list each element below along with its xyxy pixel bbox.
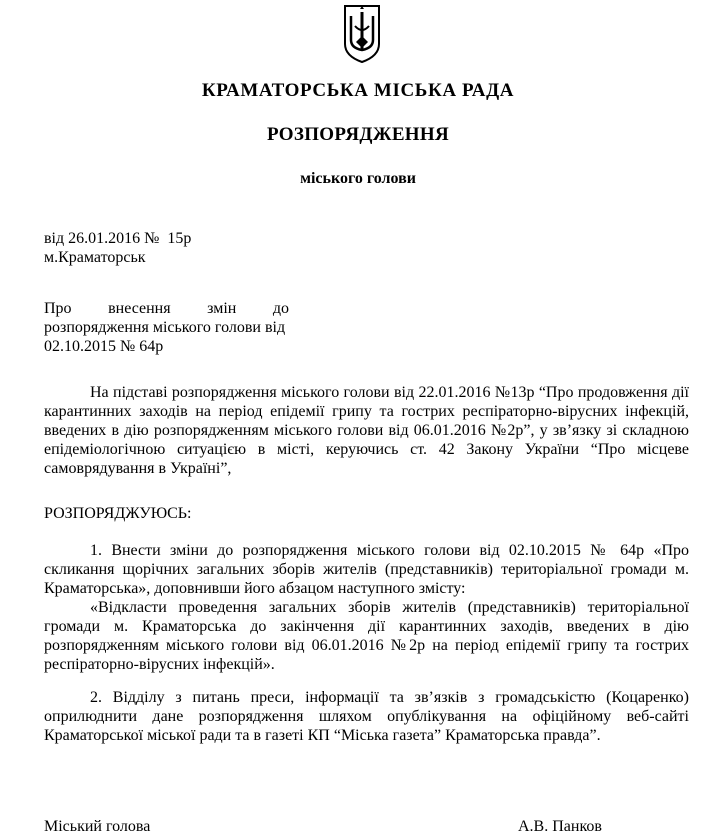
order-item-2	[44, 688, 689, 745]
order-item-2-text: 2. Відділу з питань преси, інформації та зв’язків з громадськістю (Коцаренко) оприлюднити дане розпорядження шляхом опублікування на офіційному веб-сайті Краматорської міської ради та в газеті КП “Міська газета” Краматорська правда”.	[44, 689, 689, 744]
preamble-text: На підставі розпорядження міського голови від 22.01.2016 №13р “Про продовження дії карантинних заходів на період епідемії грипу та гострих респіраторно-вірусних інфекцій, введених в дію розпорядженням міського голови від 06.01.2016 №2р”, у зв’язку зі складною епідеміологічною ситуацією в місті, керуючись ст. 42 Закону України “Про місцеве самоврядування в Україні”,	[44, 384, 689, 477]
subject-line-3: 02.10.2015 № 64р	[44, 338, 164, 355]
council-title: КРАМАТОРСЬКА МІСЬКА РАДА	[201, 80, 515, 101]
signature-position: Міський голова	[44, 818, 151, 835]
subject-line-2: розпорядження міського голови від	[44, 319, 286, 336]
coat-of-arms-icon	[343, 4, 381, 64]
orders-label: РОЗПОРЯДЖУЮСЬ:	[44, 505, 192, 522]
city-line: м.Краматорськ	[44, 249, 146, 266]
subject-block	[44, 299, 289, 356]
subject-line-1: Про внесення змін до	[44, 300, 289, 317]
preamble-paragraph	[44, 383, 689, 478]
signature-name: А.В. Панков	[518, 818, 602, 835]
document-meta	[44, 229, 191, 267]
document-type-title: РОЗПОРЯДЖЕННЯ	[267, 124, 449, 145]
order-item-1-quote	[44, 598, 689, 674]
issuer-subtitle: міського голови	[300, 170, 416, 187]
order-item-1-quote-text: «Відкласти проведення загальних зборів жителів (представників) територіальної громади м. Краматорська до закінчення дії карантинних заходів, введених в дію розпорядженням міського голови від 06.01.2016 №2р на період епідемії грипу та гострих респіраторно-вірусних інфекцій».	[44, 599, 689, 673]
date-number-line: від 26.01.2016 № 15р	[44, 230, 192, 247]
order-item-1-text: 1. Внести зміни до розпорядження міського голови від 02.10.2015 № 64р «Про скликання щорічних загальних зборів жителів (представників) територіальної громади м. Краматорська», доповнивши його абзацом наступного змісту:	[44, 542, 689, 597]
order-item-1	[44, 541, 689, 598]
